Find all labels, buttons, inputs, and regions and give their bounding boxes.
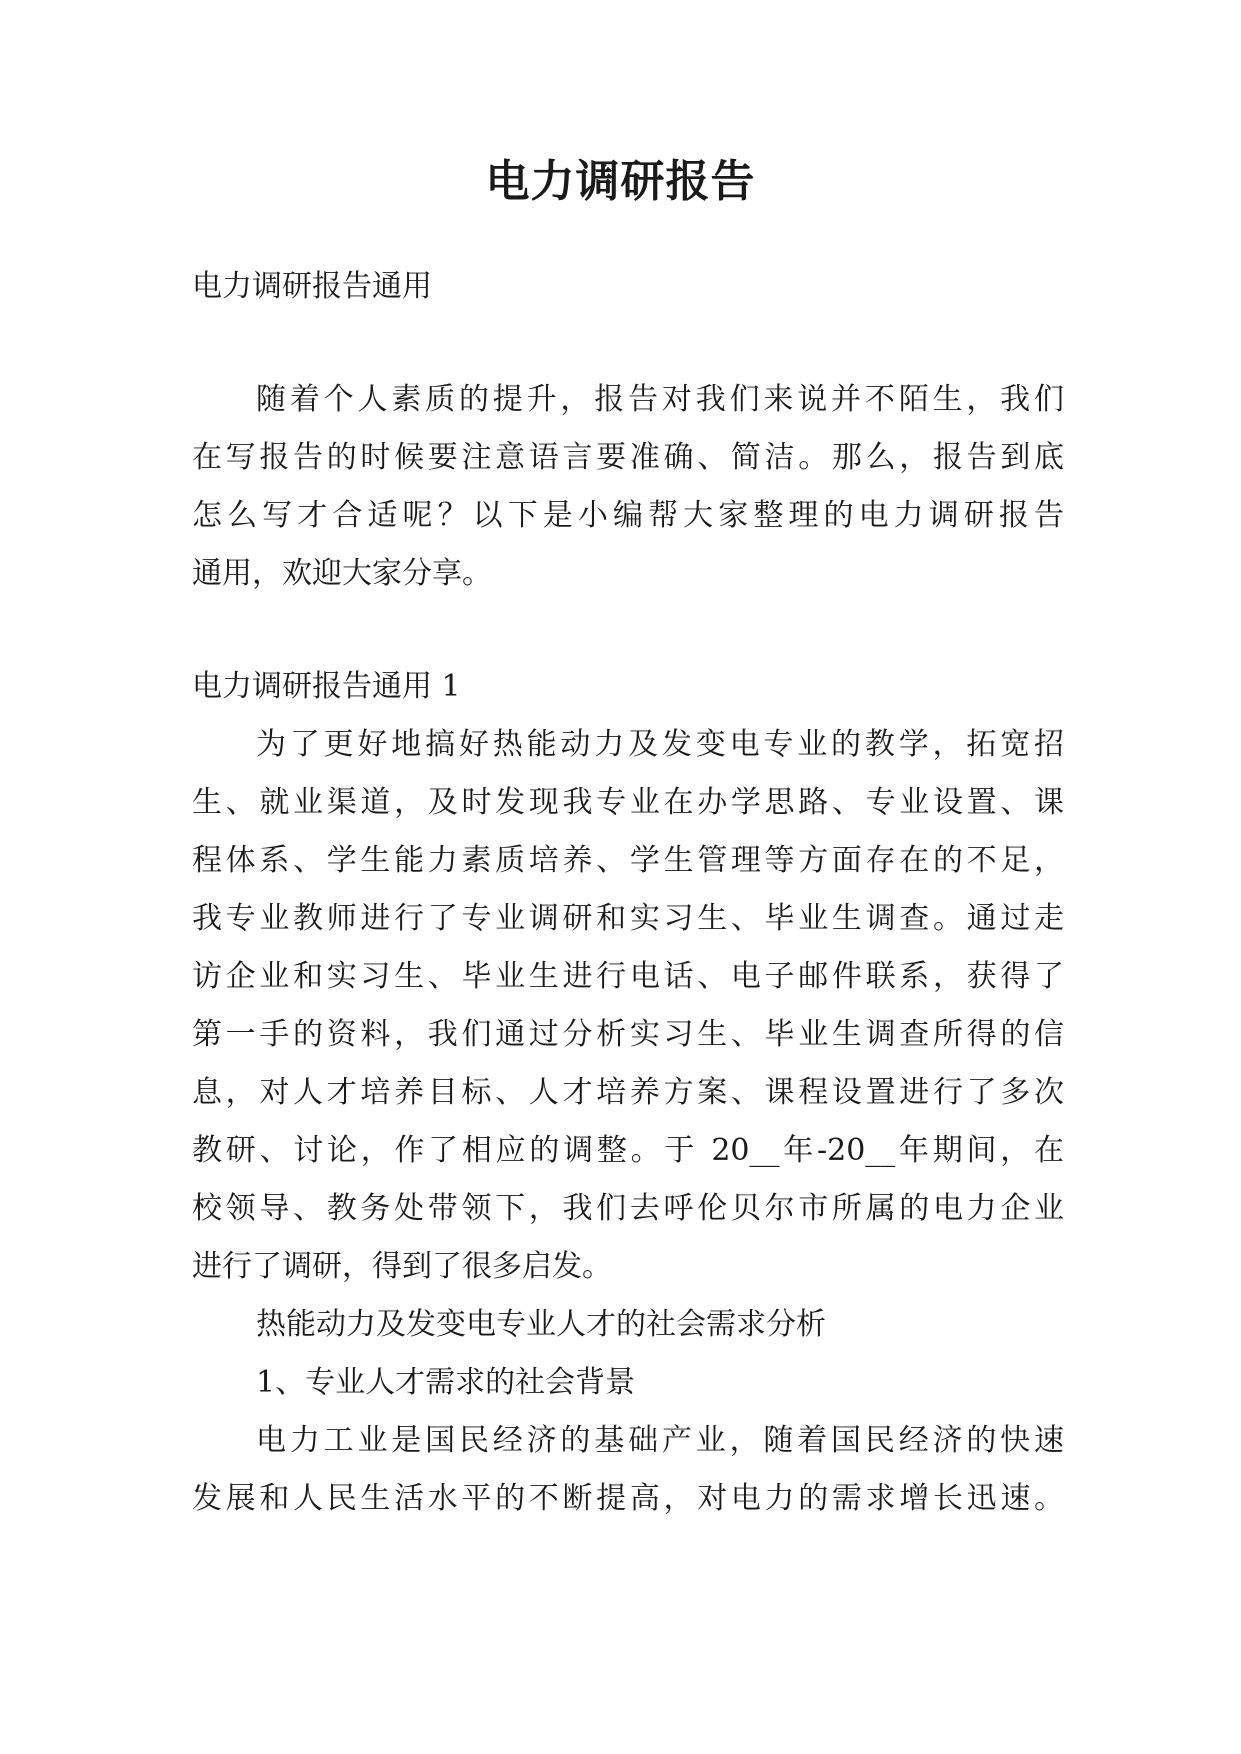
- section-line: 访企业和实习生、毕业生进行电话、电子邮件联系，获得了: [192, 959, 1064, 994]
- section-line: 进行了调研，得到了很多启发。: [192, 1249, 612, 1284]
- analysis-heading: 热能动力及发变电专业人才的社会需求分析: [256, 1307, 826, 1342]
- intro-line: 随着个人素质的提升，报告对我们来说并不陌生，我们: [256, 382, 1064, 417]
- intro-paragraph: [192, 371, 1064, 603]
- section-line: 我专业教师进行了专业调研和实习生、毕业生调查。通过走: [192, 901, 1064, 936]
- document-title: 电力调研报告: [485, 156, 756, 207]
- intro-line: 通用，欢迎大家分享。: [192, 556, 492, 591]
- document-subtitle: 电力调研报告通用: [192, 269, 432, 304]
- intro-line: 在写报告的时候要注意语言要准确、简洁。那么，报告到底: [192, 440, 1064, 475]
- section-paragraph: [192, 716, 1064, 1296]
- section-line: 息，对人才培养目标、人才培养方案、课程设置进行了多次: [192, 1075, 1064, 1110]
- section-line: 校领导、教务处带领下，我们去呼伦贝尔市所属的电力企业: [192, 1191, 1064, 1226]
- point1-line: 电力工业是国民经济的基础产业，随着国民经济的快速: [256, 1423, 1064, 1458]
- document-body: [192, 258, 1064, 1528]
- point1-paragraph: [192, 1412, 1064, 1528]
- section-line: 第一手的资料，我们通过分析实习生、毕业生调查所得的信: [192, 1017, 1064, 1052]
- point1-heading: 1、专业人才需求的社会背景: [256, 1365, 636, 1400]
- section-line: 程体系、学生能力素质培养、学生管理等方面存在的不足，: [192, 843, 1064, 878]
- intro-line: 怎么写才合适呢？以下是小编帮大家整理的电力调研报告: [192, 498, 1064, 533]
- section-line: 为了更好地搞好热能动力及发变电专业的教学，拓宽招: [256, 727, 1064, 762]
- section-line: 生、就业渠道，及时发现我专业在办学思路、专业设置、课: [192, 785, 1064, 820]
- point1-line: 发展和人民生活水平的不断提高，对电力的需求增长迅速。: [192, 1481, 1064, 1516]
- section-heading: 电力调研报告通用 1: [192, 669, 461, 704]
- section-line: 教研、讨论，作了相应的调整。于 20__年-20__年期间，在: [192, 1133, 1064, 1168]
